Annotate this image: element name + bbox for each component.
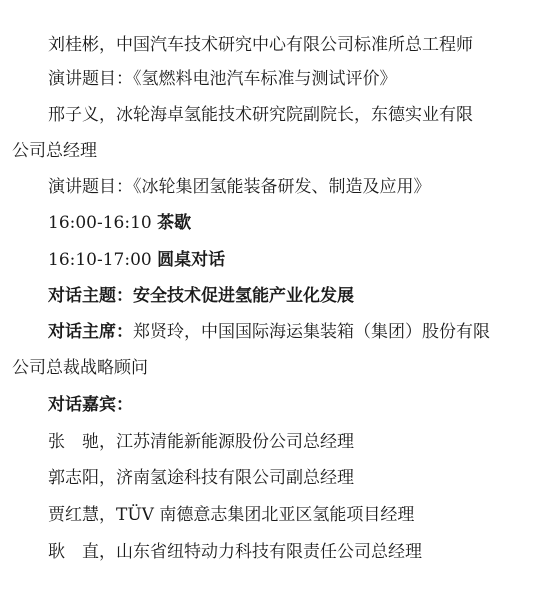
- speech-title-2-text: 演讲题目：《冰轮集团氢能装备研发、制造及应用》: [48, 177, 431, 197]
- speaker-liu-guibin: [48, 35, 473, 55]
- dialogue-topic-row: [48, 286, 354, 306]
- speaker-xing-ziyi: [48, 105, 473, 125]
- dialogue-topic-text: 安全技术促进氢能产业化发展: [133, 286, 354, 306]
- dialogue-guests-label: 对话嘉宾：: [48, 395, 133, 415]
- guest-zhang-chi: [48, 432, 354, 452]
- speaker-xing-text: 邢子义，冰轮海卓氢能技术研究院副院长，东德实业有限: [48, 105, 473, 125]
- round-table-label: 圆桌对话: [157, 250, 226, 270]
- round-table-row: [48, 250, 225, 270]
- round-table-time: 16:10-17:00: [48, 250, 152, 270]
- guest-jia-honghui: [48, 505, 414, 525]
- guest-1-text: 张 驰，江苏清能新能源股份公司总经理: [48, 432, 354, 452]
- guest-geng-zhi: [48, 542, 422, 562]
- speech-title-1: [48, 69, 397, 89]
- dialogue-host-text: 郑贤玲，中国国际海运集装箱（集团）股份有限: [133, 322, 490, 342]
- dialogue-host-label: 对话主席：: [48, 322, 133, 342]
- dialogue-host-continued: [12, 358, 148, 378]
- tea-break-label: 茶歇: [157, 213, 192, 233]
- guest-guo-zhiyang: [48, 468, 354, 488]
- guest-2-text: 郭志阳，济南氢途科技有限公司副总经理: [48, 468, 354, 488]
- dialogue-host-text-continued: 公司总裁战略顾问: [12, 358, 148, 378]
- guest-3-text: 贾红慧，TÜV 南德意志集团北亚区氢能项目经理: [48, 505, 415, 525]
- speaker-xing-text-continued: 公司总经理: [12, 141, 97, 161]
- tea-break-row: [48, 213, 191, 233]
- dialogue-host-row: [48, 322, 490, 342]
- guest-4-text: 耿 直，山东省纽特动力科技有限责任公司总经理: [48, 542, 422, 562]
- dialogue-guests-heading: [48, 395, 133, 415]
- speaker-xing-continued: [12, 141, 97, 161]
- speaker-liu-text: 刘桂彬，中国汽车技术研究中心有限公司标准所总工程师: [48, 35, 473, 55]
- dialogue-topic-label: 对话主题：: [48, 286, 133, 306]
- tea-break-time: 16:00-16:10: [48, 213, 152, 233]
- speech-title-1-text: 演讲题目：《氢燃料电池汽车标准与测试评价》: [48, 69, 397, 89]
- speech-title-2: [48, 177, 431, 197]
